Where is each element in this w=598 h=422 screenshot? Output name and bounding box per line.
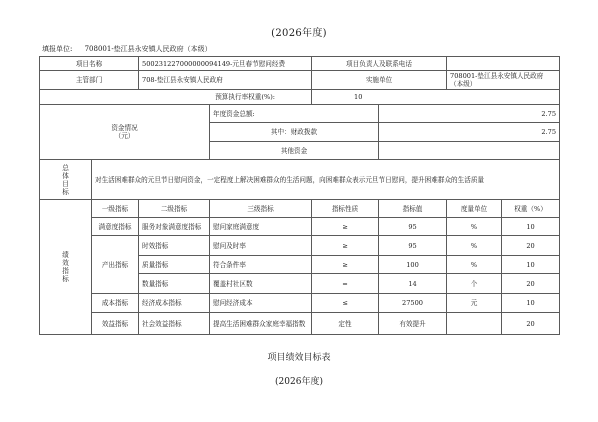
dept-row bbox=[40, 71, 560, 90]
budget-weight-value: 10 bbox=[312, 90, 560, 105]
row-nature: = bbox=[312, 274, 379, 294]
indicators-label-char: 绩 bbox=[62, 251, 69, 259]
row-value: 27500 bbox=[379, 294, 447, 313]
budget-weight-label: 预算执行率权重(%): bbox=[40, 90, 312, 105]
row-level2: 经济成本指标 bbox=[139, 294, 210, 313]
contact-label: 项目负责人及联系电话 bbox=[312, 57, 447, 71]
header-level1: 一级指标 bbox=[92, 200, 139, 218]
goal-label-char: 体 bbox=[62, 171, 69, 180]
table-title: 项目绩效目标表 bbox=[267, 353, 331, 363]
row-nature: ≥ bbox=[312, 218, 379, 236]
row-weight: 10 bbox=[502, 218, 560, 236]
funds-fiscal-label: 其中：财政拨款 bbox=[210, 123, 379, 142]
contact-value bbox=[447, 57, 560, 71]
indicator-header-row bbox=[40, 200, 560, 218]
row-weight: 10 bbox=[502, 256, 560, 274]
budget-weight-row bbox=[40, 90, 560, 105]
filler-unit-value: 708001-垫江县永安镇人民政府（本级） bbox=[84, 45, 212, 53]
row-level3: 符合条件率 bbox=[210, 256, 312, 274]
funds-label-line1: 资金情况 bbox=[111, 124, 138, 132]
row-value: 100 bbox=[379, 256, 447, 274]
year-heading: (2026年度) bbox=[271, 28, 327, 39]
row-level2: 时效指标 bbox=[139, 236, 210, 256]
year-subtitle: (2026年度) bbox=[275, 377, 323, 387]
goal-label-char: 标 bbox=[62, 187, 69, 196]
row-value: 95 bbox=[379, 218, 447, 236]
funds-total-label: 年度资金总额: bbox=[210, 105, 379, 123]
funds-fiscal-value: 2.75 bbox=[379, 123, 560, 142]
header-nature: 指标性质 bbox=[312, 200, 379, 218]
goal-label-char: 目 bbox=[62, 179, 69, 188]
funds-label bbox=[40, 105, 210, 160]
row-nature: ≥ bbox=[312, 236, 379, 256]
indicators-label bbox=[40, 200, 92, 335]
overall-goal-row bbox=[40, 160, 560, 200]
row-unit: % bbox=[447, 256, 502, 274]
row-level1: 满意度指标 bbox=[92, 218, 139, 236]
row-unit bbox=[447, 313, 502, 335]
goal-label-char: 总 bbox=[62, 163, 69, 172]
row-level3: 提高生活困难群众家庭幸福指数 bbox=[210, 313, 312, 335]
header-level3: 三级指标 bbox=[210, 200, 312, 218]
row-nature: 定性 bbox=[312, 313, 379, 335]
row-level1: 产出指标 bbox=[92, 236, 139, 294]
funds-other-label: 其他资金 bbox=[210, 142, 379, 160]
row-weight: 20 bbox=[502, 274, 560, 294]
row-value: 95 bbox=[379, 236, 447, 256]
row-unit: 元 bbox=[447, 294, 502, 313]
filler-unit-line bbox=[42, 44, 212, 54]
funds-label-line2: （元） bbox=[114, 132, 135, 140]
row-level1: 成本指标 bbox=[92, 294, 139, 313]
row-unit: 个 bbox=[447, 274, 502, 294]
performance-target-table bbox=[39, 56, 560, 335]
row-unit: % bbox=[447, 236, 502, 256]
row-level2: 质量指标 bbox=[139, 256, 210, 274]
project-name-label: 项目名称 bbox=[40, 57, 139, 71]
row-value: 有效提升 bbox=[379, 313, 447, 335]
row-weight: 20 bbox=[502, 236, 560, 256]
row-level2: 社会效益指标 bbox=[139, 313, 210, 335]
impl-label: 实施单位 bbox=[312, 71, 447, 90]
funds-total-value: 2.75 bbox=[379, 105, 560, 123]
funds-total-row bbox=[40, 105, 560, 123]
row-level3: 覆盖村社区数 bbox=[210, 274, 312, 294]
project-name-value: 500231227000000094149-元旦春节慰问经费 bbox=[139, 57, 312, 71]
overall-goal-text: 对生活困难群众的元旦节日慰问资金，一定程度上解决困难群众的生活问题，向困难群众表示元旦节日慰问，提升困难群众的生活质量 bbox=[92, 160, 560, 200]
header-value: 指标值 bbox=[379, 200, 447, 218]
row-level3: 慰问家庭满意度 bbox=[210, 218, 312, 236]
header-unit: 度量单位 bbox=[447, 200, 502, 218]
table-row bbox=[40, 218, 560, 236]
filler-unit-label: 填报单位: bbox=[42, 45, 73, 53]
row-nature: ≥ bbox=[312, 256, 379, 274]
overall-goal-label bbox=[40, 160, 92, 200]
row-nature: ≤ bbox=[312, 294, 379, 313]
indicators-label-char: 指 bbox=[62, 267, 69, 275]
indicators-label-char: 标 bbox=[62, 275, 69, 283]
row-level2: 服务对象满意度指标 bbox=[139, 218, 210, 236]
table-row bbox=[40, 294, 560, 313]
row-value: 14 bbox=[379, 274, 447, 294]
row-weight: 20 bbox=[502, 313, 560, 335]
row-level1: 效益指标 bbox=[92, 313, 139, 335]
dept-label: 主管部门 bbox=[40, 71, 139, 90]
row-unit: % bbox=[447, 218, 502, 236]
funds-other-value bbox=[379, 142, 560, 160]
indicators-label-char: 效 bbox=[62, 259, 69, 267]
row-level3: 慰问经济成本 bbox=[210, 294, 312, 313]
table-row bbox=[40, 236, 560, 256]
dept-value: 708-垫江县永安镇人民政府 bbox=[139, 71, 312, 90]
row-weight: 10 bbox=[502, 294, 560, 313]
header-weight: 权重（%） bbox=[502, 200, 560, 218]
table-row bbox=[40, 313, 560, 335]
impl-value: 708001-垫江县永安镇人民政府（本级） bbox=[447, 71, 560, 90]
project-name-row bbox=[40, 57, 560, 71]
header-level2: 二级指标 bbox=[139, 200, 210, 218]
row-level2: 数量指标 bbox=[139, 274, 210, 294]
row-level3: 慰问及时率 bbox=[210, 236, 312, 256]
